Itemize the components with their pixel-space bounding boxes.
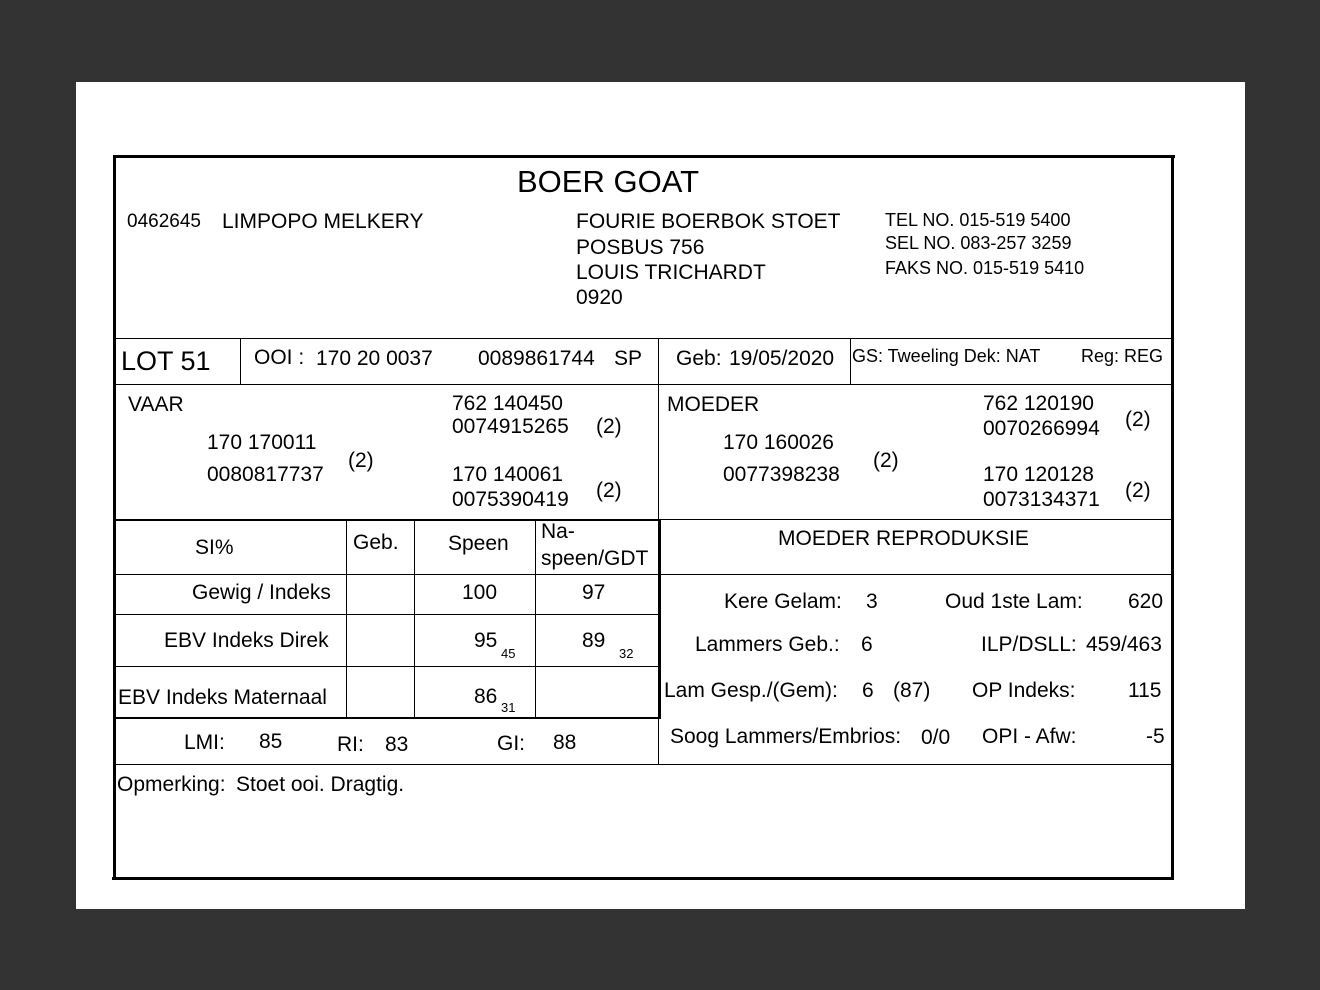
buyer-name: LIMPOPO MELKERY xyxy=(222,210,424,233)
lammers-geb-value: 6 xyxy=(861,633,873,656)
seller-postbox: POSBUS 756 xyxy=(576,236,705,259)
buyer-number: 0462645 xyxy=(127,211,201,232)
lmi-value: 85 xyxy=(259,730,283,753)
opi-label: OPI - Afw: xyxy=(982,725,1077,748)
geb-label: Geb: xyxy=(676,347,722,370)
op-label: OP Indeks: xyxy=(972,679,1076,702)
lam-gesp-label: Lam Gesp./(Gem): xyxy=(664,679,838,702)
speen-value: 86 xyxy=(474,685,498,708)
opmerking-text: Stoet ooi. Dragtig. xyxy=(236,773,405,796)
ri-label: RI: xyxy=(337,733,364,756)
sel-number: SEL NO. 083-257 3259 xyxy=(885,233,1072,253)
ooi-label: OOI : xyxy=(254,346,305,369)
ooi-code: SP xyxy=(614,347,643,370)
moeder-sire-id: 0070266994 xyxy=(983,417,1100,440)
document-title: BOER GOAT xyxy=(517,164,700,199)
gi-value: 88 xyxy=(553,731,577,754)
soog-value: 0/0 xyxy=(921,726,951,749)
ilp-value: 459/463 xyxy=(1086,633,1162,656)
moeder-id: 0077398238 xyxy=(723,463,840,486)
si-header: SI% xyxy=(195,536,234,559)
opi-value: -5 xyxy=(1146,725,1165,748)
vaar-id: 0080817737 xyxy=(207,463,324,486)
naspeen-header-line2: speen/GDT xyxy=(541,547,649,570)
soog-label: Soog Lammers/Embrios: xyxy=(670,725,902,748)
speen-header: Speen xyxy=(448,532,509,555)
lam-gesp-gem: (87) xyxy=(893,679,931,702)
vaar-dam-id: 0075390419 xyxy=(452,488,569,511)
moeder-dam-id: 0073134371 xyxy=(983,488,1100,511)
moeder-dam-mark: (2) xyxy=(1125,479,1151,502)
speen-accuracy: 45 xyxy=(501,646,516,661)
naspeen-header-line1: Na- xyxy=(541,520,575,543)
tel-number: TEL NO. 015-519 5400 xyxy=(885,210,1071,230)
ri-value: 83 xyxy=(385,733,409,756)
vaar-label: VAAR xyxy=(128,393,184,416)
moeder-sire-number: 762 120190 xyxy=(983,392,1094,415)
geb-date: 19/05/2020 xyxy=(729,347,835,370)
naspeen-value: 89 xyxy=(582,629,606,652)
seller-postcode: 0920 xyxy=(576,286,623,309)
moeder-sire-mark: (2) xyxy=(1125,408,1151,431)
speen-value: 95 xyxy=(474,629,498,652)
vaar-dam-mark: (2) xyxy=(596,479,622,502)
gi-label: GI: xyxy=(497,732,526,755)
oud-value: 620 xyxy=(1128,590,1164,613)
vaar-mark: (2) xyxy=(348,449,374,472)
reproduction-title: MOEDER REPRODUKSIE xyxy=(778,527,1029,550)
gs-dek: GS: Tweeling Dek: NAT xyxy=(852,346,1041,366)
reg-status: Reg: REG xyxy=(1081,346,1164,366)
ooi-id: 0089861744 xyxy=(478,347,595,370)
moeder-label: MOEDER xyxy=(667,393,760,416)
ooi-number: 170 20 0037 xyxy=(316,347,433,370)
op-value: 115 xyxy=(1128,679,1162,702)
opmerking-label: Opmerking: xyxy=(117,773,226,796)
row-label: EBV Indeks Direk xyxy=(164,629,329,652)
vaar-sire-number: 762 140450 xyxy=(452,392,563,415)
row-label: Gewig / Indeks xyxy=(192,581,331,604)
ilp-label: ILP/DSLL: xyxy=(981,633,1077,656)
lmi-label: LMI: xyxy=(184,731,225,754)
geb-header: Geb. xyxy=(353,531,399,554)
speen-accuracy: 31 xyxy=(501,700,516,715)
lot-number: LOT 51 xyxy=(121,346,211,376)
speen-value: 100 xyxy=(462,581,498,604)
moeder-mark: (2) xyxy=(873,449,899,472)
moeder-number: 170 160026 xyxy=(723,431,834,454)
kere-gelam-label: Kere Gelam: xyxy=(724,590,842,613)
lam-gesp-value: 6 xyxy=(862,679,874,702)
vaar-sire-mark: (2) xyxy=(596,415,622,438)
seller-name: FOURIE BOERBOK STOET xyxy=(576,210,841,233)
lammers-geb-label: Lammers Geb.: xyxy=(695,633,840,656)
naspeen-value: 97 xyxy=(582,581,606,604)
naspeen-accuracy: 32 xyxy=(619,646,634,661)
seller-town: LOUIS TRICHARDT xyxy=(576,261,766,284)
oud-label: Oud 1ste Lam: xyxy=(945,590,1083,613)
vaar-sire-id: 0074915265 xyxy=(452,415,569,438)
vaar-dam-number: 170 140061 xyxy=(452,463,563,486)
kere-gelam-value: 3 xyxy=(866,590,878,613)
moeder-dam-number: 170 120128 xyxy=(983,463,1094,486)
vaar-number: 170 170011 xyxy=(207,431,317,454)
row-label: EBV Indeks Maternaal xyxy=(118,686,327,709)
faks-number: FAKS NO. 015-519 5410 xyxy=(885,258,1085,278)
